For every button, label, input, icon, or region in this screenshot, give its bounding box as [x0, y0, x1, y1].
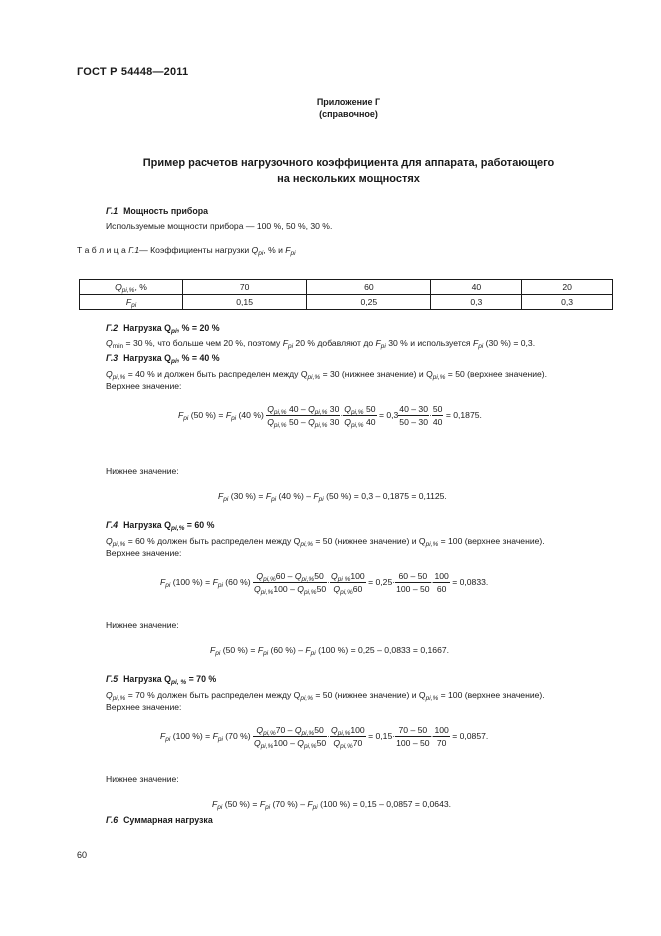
section-g5-upper-label: Верхнее значение: — [106, 702, 182, 712]
table-cell: 0,3 — [431, 295, 522, 310]
table-cell: 0,15 — [183, 295, 307, 310]
page-number: 60 — [77, 850, 88, 860]
table-row — [80, 280, 613, 295]
section-g1-text: Используемые мощности прибора — 100 %, 50 %, 30 %. — [106, 221, 333, 231]
appendix-title: Приложение Г — [316, 97, 381, 107]
table-caption: Т а б л и ц а Г.1— Коэффициенты нагрузки $Q_{pi}$, % и $F_{pi}$ — [77, 245, 296, 257]
section-g2-heading: Г.2 Нагрузка $Q_{pi}$, % = 20 % — [106, 323, 220, 335]
section-g2-text: $Q_{min} = 30$ %, что больше чем 20 %, поэтому $F_{pi}$ 20 % добавляют до $F_{pi}$ 30 % и используется $F_{pi}$ (30 %) = 0,3. — [106, 338, 536, 350]
section-g6-heading: Г.6 Суммарная нагрузка — [106, 815, 213, 825]
table-cell: 0,25 — [307, 295, 431, 310]
section-g4-heading: Г.4 Нагрузка $Q_{pi,\%} = 60$ % — [106, 520, 215, 532]
table-cell: 40 — [431, 280, 522, 295]
section-g3-lower-label: Нижнее значение: — [106, 466, 179, 476]
standard-number: ГОСТ Р 54448—2011 — [77, 66, 189, 78]
formula-g5-lower: $F_{pi}$ (50 %) = $F_{pi}$ (70 %) – $F_{pi}$ (100 %) = 0,15 – 0,0857 = 0,0643. — [212, 799, 452, 811]
formula-g3-lower: $F_{pi}$ (30 %) = $F_{pi}$ (40 %) – $F_{pi}$ (50 %) = 0,3 – 0,1875 = 0,1125. — [218, 491, 447, 503]
section-g5-lower-label: Нижнее значение: — [106, 774, 179, 784]
section-g4-upper-label: Верхнее значение: — [106, 548, 182, 558]
load-coefficients-table — [79, 279, 613, 310]
table-row — [80, 295, 613, 310]
main-title-line1: Пример расчетов нагрузочного коэффициента для аппарата, работающего — [142, 157, 555, 169]
section-g3-text: $Q_{pi,\%} = 40$ % и должен быть распределен между $Q_{pi,\%} = 30$ (нижнее значение) и $Q_{pi,\%} = 50$ (верхнее значение). — [106, 369, 548, 381]
table-cell: 70 — [183, 280, 307, 295]
section-g1-heading: Г.1 Мощность прибора — [106, 206, 208, 216]
section-g4-text: $Q_{pi,\%} = 60$ % должен быть распределен между $Q_{pi,\%} = 50$ (нижнее значение) и $Q_{pi,\%} = 100$ (верхнее значение). — [106, 536, 545, 548]
appendix-subtitle: (справочное) — [319, 109, 378, 119]
formula-g4-upper: $F_{pi}$ (100 %) = $F_{pi}$ (60 %) $\frac{Q_{pi,\%}60 - Q_{pi,\%}50}{Q_{pi,\%}100 - Q_{pi,\%}50}$ · $\frac{Q_{pi \%}100}{Q_{pi,\%}60}$ = 0,25· $\frac{60 - 50}{100 - 50}$ · $\frac{100}{60}$ = 0,0833. — [160, 571, 489, 596]
table-cell: 20 — [522, 280, 613, 295]
section-g4-lower-label: Нижнее значение: — [106, 620, 179, 630]
section-g5-text: $Q_{pi,\%} = 70$ % должен быть распределен между $Q_{pi,\%} = 50$ (нижнее значение) и $Q_{pi,\%} = 100$ (верхнее значение). — [106, 690, 545, 702]
table-cell: 60 — [307, 280, 431, 295]
section-g5-heading: Г.5 Нагрузка $Q_{pi, \%} = 70$ % — [106, 674, 217, 686]
formula-g3-upper: $F_{pi}$ (50 %) = $F_{pi}$ (40 %) $\frac{Q_{pi,\%} 40 - Q_{pi,\%} 30}{Q_{pi,\%} 50 - Q_{pi,\%} 30}$ · $\frac{Q_{pi,\%} 50}{Q_{pi,\%} 40}$ = 0,3 $\frac{40 - 30}{50 - 30}$ · $\frac{50}{40}$ = 0,1875. — [178, 404, 482, 429]
section-g3-heading: Г.3 Нагрузка $Q_{pi}$, % = 40 % — [106, 353, 220, 365]
section-g3-upper-label: Верхнее значение: — [106, 381, 182, 391]
table-cell: 0,3 — [522, 295, 613, 310]
main-title-line2: на нескольких мощностях — [277, 173, 420, 185]
table-row-label-f: $F_{pi}$ — [80, 295, 183, 310]
formula-g5-upper: $F_{pi}$ (100 %) = $F_{pi}$ (70 %) $\frac{Q_{pi,\%}70 - Q_{pi,\%}50}{Q_{pi,\%}100 - Q_{pi,\%}50}$ · $\frac{Q_{pi,\%}100}{Q_{pi,\%}70}$ = 0,15· $\frac{70 - 50}{100 - 50}$ · $\frac{100}{70}$ = 0,0857. — [160, 725, 489, 750]
table-row-label-q: $Q_{pi,\%}$, % — [80, 280, 183, 295]
formula-g4-lower: $F_{pi}$ (50 %) = $F_{pi}$ (60 %) – $F_{pi}$ (100 %) = 0,25 – 0,0833 = 0,1667. — [210, 645, 450, 657]
